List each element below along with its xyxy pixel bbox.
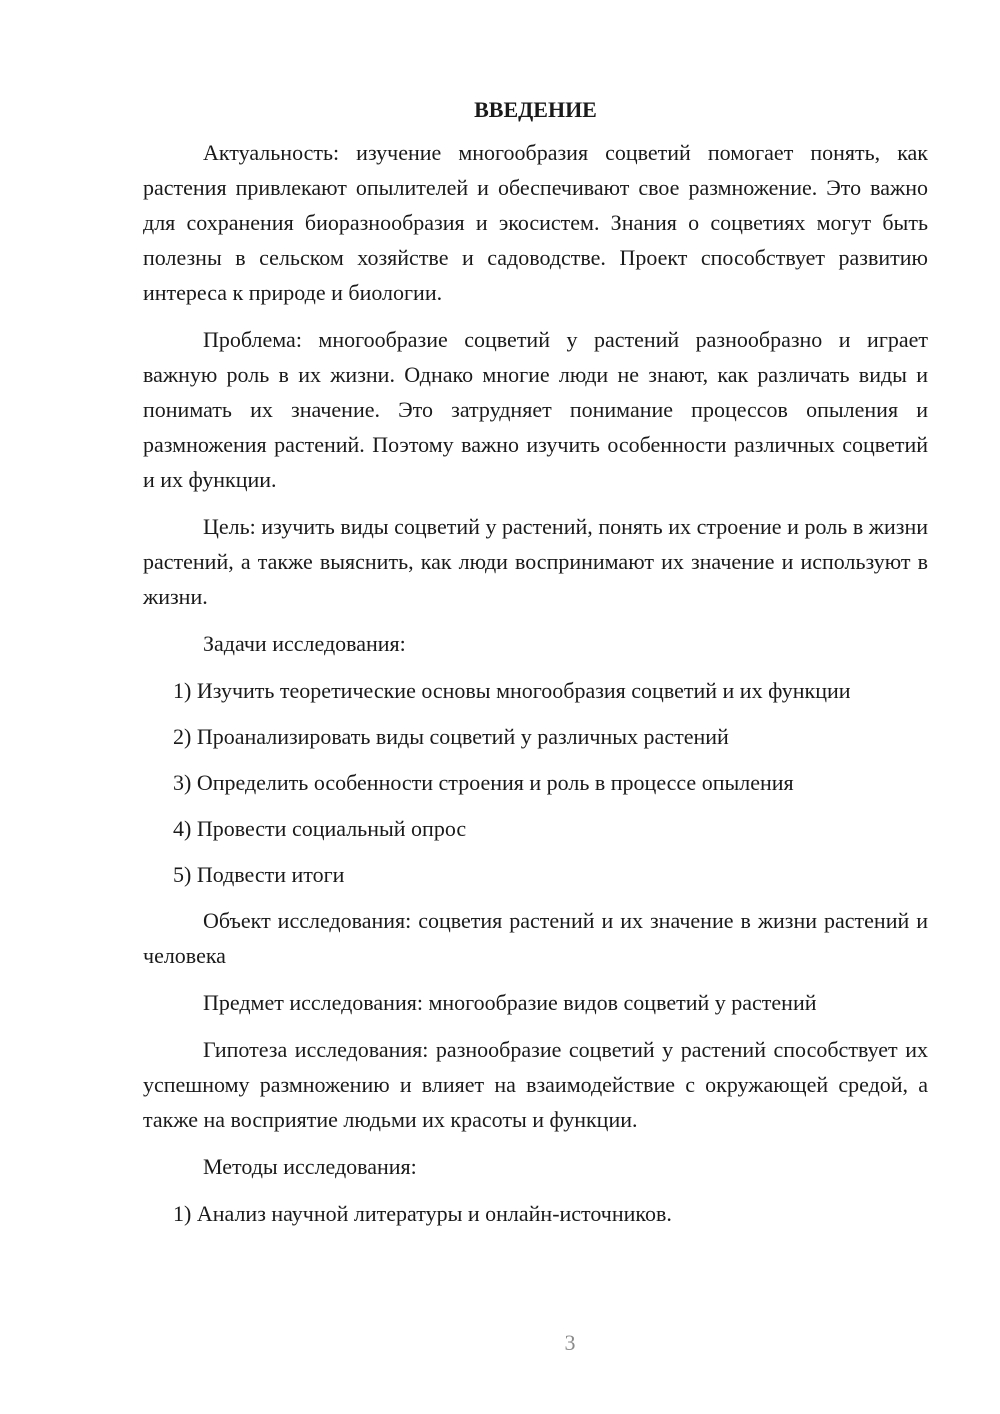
subject-paragraph: Предмет исследования: многообразие видов соцветий у растений xyxy=(203,990,817,1015)
task-item-4: 4) Провести социальный опрос xyxy=(173,816,467,841)
task-item-1: 1) Изучить теоретические основы многообразия соцветий и их функции xyxy=(173,678,851,703)
task-item-2: 2) Проанализировать виды соцветий у различных растений xyxy=(173,724,729,749)
method-item-1: 1) Анализ научной литературы и онлайн-источников. xyxy=(173,1201,672,1226)
problem-paragraph: Проблема: многообразие соцветий у растений разнообразно и играет важную роль в их жизни. Однако многие люди не знают, как различать виды и понимать их значение. Это затрудняет понимание процессов опыления и размножения растений. Поэтому важно изучить особенности различных соцветий и их функции. xyxy=(143,327,928,492)
object-paragraph: Объект исследования: соцветия растений и их значение в жизни растений и человека xyxy=(143,908,928,968)
methods-heading: Методы исследования: xyxy=(203,1154,417,1179)
page-content xyxy=(143,92,928,1242)
tasks-heading: Задачи исследования: xyxy=(203,631,406,656)
task-item-3: 3) Определить особенности строения и роль в процессе опыления xyxy=(173,770,794,795)
goal-paragraph: Цель: изучить виды соцветий у растений, понять их строение и роль в жизни растений, а также выяснить, как люди воспринимают их значение и используют в жизни. xyxy=(143,514,928,609)
section-title: ВВЕДЕНИЕ xyxy=(474,97,597,122)
relevance-paragraph: Актуальность: изучение многообразия соцветий помогает понять, как растения привлекают опылителей и обеспечивают свое размножение. Это важно для сохранения биоразнообразия и экосистем. Знания о соцветиях могут быть полезны в сельском хозяйстве и садоводстве. Проект способствует развитию интереса к природе и биологии. xyxy=(143,140,928,305)
page-number: 3 xyxy=(564,1330,576,1355)
hypothesis-paragraph: Гипотеза исследования: разнообразие соцветий у растений способствует их успешному размножению и влияет на взаимодействие с окружающей средой, а также на восприятие людьми их красоты и функции. xyxy=(143,1037,928,1132)
task-item-5: 5) Подвести итоги xyxy=(173,862,345,887)
